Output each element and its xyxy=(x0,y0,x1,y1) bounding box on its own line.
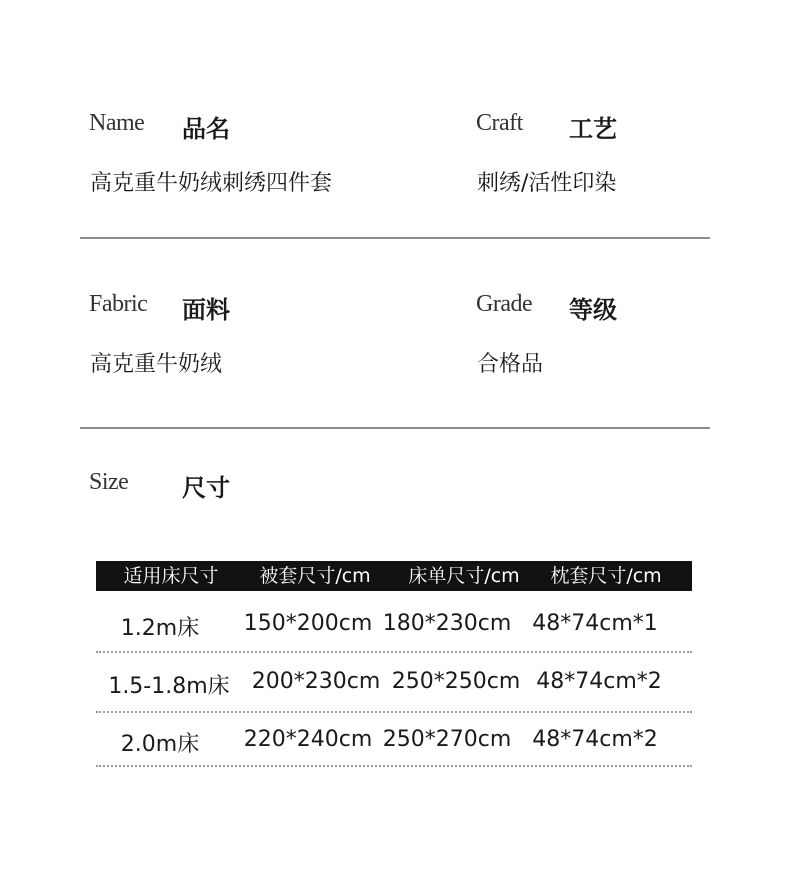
row-divider-3 xyxy=(96,765,692,767)
cell-sheet-size: 180*230cm xyxy=(382,611,512,636)
cell-bed-size: 1.5-1.8m床 xyxy=(108,674,230,699)
fabric-label-en: Fabric xyxy=(89,291,148,317)
name-value: 高克重牛奶绒刺绣四件套 xyxy=(90,171,333,196)
cell-sheet-size: 250*270cm xyxy=(382,727,512,752)
name-label-cn: 品名 xyxy=(182,115,230,143)
craft-value: 刺绣/活性印染 xyxy=(477,171,617,196)
row-divider-1 xyxy=(96,651,692,653)
size-label-en: Size xyxy=(89,469,129,495)
cell-duvet-size: 220*240cm xyxy=(243,727,373,752)
fabric-label-cn: 面料 xyxy=(182,296,230,324)
row-divider-2 xyxy=(96,711,692,713)
grade-label-en: Grade xyxy=(476,291,533,317)
grade-value: 合格品 xyxy=(477,352,544,377)
cell-sheet-size: 250*250cm xyxy=(391,669,521,694)
header-duvet-size: 被套尺寸/cm xyxy=(259,565,371,587)
cell-pillowcase-size: 48*74cm*2 xyxy=(536,669,662,694)
header-bed-size: 适用床尺寸 xyxy=(123,565,219,587)
header-pillowcase-size: 枕套尺寸/cm xyxy=(550,565,662,587)
fabric-value: 高克重牛奶绒 xyxy=(90,352,223,377)
size-table-header xyxy=(96,561,692,591)
section-divider-1 xyxy=(80,237,710,239)
grade-label-cn: 等级 xyxy=(569,296,617,324)
cell-duvet-size: 150*200cm xyxy=(243,611,373,636)
cell-pillowcase-size: 48*74cm*1 xyxy=(532,611,658,636)
cell-bed-size: 1.2m床 xyxy=(120,616,200,641)
header-sheet-size: 床单尺寸/cm xyxy=(408,565,520,587)
size-label-cn: 尺寸 xyxy=(182,474,230,502)
craft-label-en: Craft xyxy=(476,110,523,136)
name-label-en: Name xyxy=(89,110,145,136)
cell-pillowcase-size: 48*74cm*2 xyxy=(532,727,658,752)
cell-duvet-size: 200*230cm xyxy=(251,669,381,694)
cell-bed-size: 2.0m床 xyxy=(120,732,200,757)
craft-label-cn: 工艺 xyxy=(569,115,617,143)
section-divider-2 xyxy=(80,427,710,429)
